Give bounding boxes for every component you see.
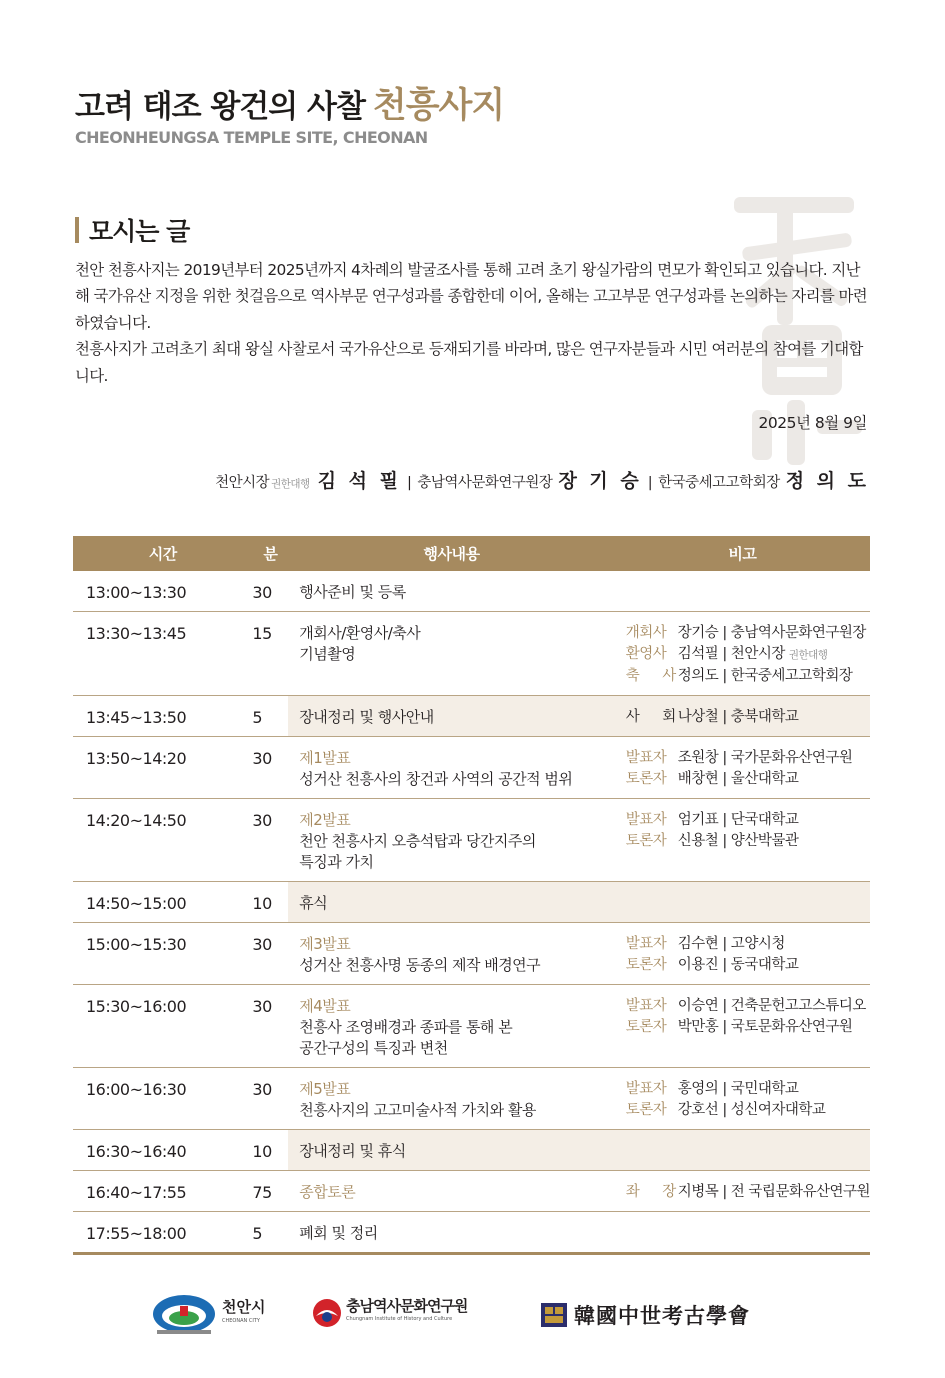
- cell-time: [73, 612, 252, 696]
- minutes-text: 30: [252, 811, 272, 830]
- footer-logos: [0, 1290, 945, 1340]
- cell-content: [288, 612, 614, 696]
- cell-content: [288, 799, 614, 882]
- host-title-small: 권한대행: [271, 478, 310, 490]
- cell-note: [615, 882, 870, 923]
- note-person: 김석필 | 천안시장: [677, 646, 785, 662]
- note-line: [626, 1079, 870, 1100]
- minutes-text: 30: [252, 583, 272, 602]
- cell-minutes: [252, 1171, 288, 1212]
- time-text: 15:30~16:00: [86, 997, 187, 1016]
- time-text: 15:00~15:30: [86, 935, 187, 954]
- cell-time: [73, 1212, 252, 1254]
- minutes-text: 75: [252, 1183, 272, 1202]
- logo2-name: 충남역사문화연구원: [346, 1297, 468, 1315]
- cell-note: [615, 696, 870, 737]
- time-text: 14:50~15:00: [86, 894, 187, 913]
- note-line: [626, 810, 870, 831]
- cell-minutes: [252, 696, 288, 737]
- note-role: 환영사: [625, 646, 667, 662]
- note-role: 축 사: [625, 668, 686, 684]
- note-role: 발표자: [625, 936, 667, 952]
- title-main: 고려 태조 왕건의 사찰: [75, 89, 365, 125]
- note-person: 지병목 | 전 국립문화유산연구원: [677, 1184, 870, 1200]
- header-note: 비고: [615, 536, 870, 571]
- cell-time: [73, 923, 252, 985]
- note-role: 사 회: [625, 709, 686, 725]
- note-role: 토론자: [625, 1019, 667, 1035]
- note-person: 이용진 | 동국대학교: [677, 957, 799, 973]
- minutes-text: 30: [252, 997, 272, 1016]
- cell-minutes: [252, 1068, 288, 1130]
- note-person: 홍영의 | 국민대학교: [677, 1081, 799, 1097]
- note-role: 토론자: [625, 771, 667, 787]
- content-line: 천흥사지의 고고미술사적 가치와 활용: [299, 1101, 536, 1119]
- note-line: [626, 996, 870, 1017]
- host-title: 천안시장: [215, 475, 270, 491]
- content-line: 공간구성의 특징과 변천: [299, 1039, 448, 1057]
- note-line: [626, 623, 870, 644]
- note-line: [626, 644, 870, 666]
- cell-note: [615, 1068, 870, 1130]
- note-role: 토론자: [625, 957, 667, 973]
- table-row: [73, 1130, 870, 1171]
- host-signatures: [215, 466, 869, 493]
- note-role: 토론자: [625, 833, 667, 849]
- minutes-text: 5: [252, 708, 263, 727]
- logo3-name: 韓國中世考古學會: [574, 1303, 750, 1328]
- content-line: 휴식: [299, 894, 328, 912]
- cell-time: [73, 737, 252, 799]
- cell-minutes: [252, 799, 288, 882]
- content-line: 천안 천흥사지 오층석탑과 당간지주의: [299, 832, 536, 850]
- note-line: [626, 1100, 870, 1121]
- table-row: [73, 696, 870, 737]
- header-minutes: 분: [252, 536, 288, 571]
- cell-content: [288, 882, 614, 923]
- minutes-text: 30: [252, 935, 272, 954]
- content-line: 특징과 가치: [299, 853, 374, 871]
- note-person: 장기승 | 충남역사문화연구원장: [677, 625, 866, 641]
- cell-content: [288, 1171, 614, 1212]
- cell-time: [73, 985, 252, 1068]
- minutes-text: 30: [252, 1080, 272, 1099]
- invitation-heading-text: 모시는 글: [89, 217, 190, 246]
- schedule-header-row: [73, 536, 870, 571]
- note-line: [626, 1017, 870, 1038]
- cell-content: [288, 923, 614, 985]
- host-title: 한국중세고고학회장: [658, 475, 780, 491]
- logo1-name: 천안시: [222, 1298, 266, 1316]
- invitation-body: [75, 257, 870, 389]
- cell-minutes: [252, 737, 288, 799]
- invitation-paragraph-1: 천안 천흥사지는 2019년부터 2025년까지 4차례의 발굴조사를 통해 고려 초기 왕실가람의 면모가 확인되고 있습니다. 지난해 국가유산 지정을 위한 첫걸음으로 역사부문 연구성과를 종합한데 이어, 올해는 고고부문 연구성과를 논의하는 자리를 마련하였습니다.: [75, 261, 868, 332]
- cell-minutes: [252, 882, 288, 923]
- content-line: 기념촬영: [299, 645, 356, 663]
- note-role: 발표자: [625, 1081, 667, 1097]
- note-person: 배창현 | 울산대학교: [677, 771, 799, 787]
- note-person: 엄기표 | 단국대학교: [677, 812, 799, 828]
- cell-content: [288, 1130, 614, 1171]
- note-line: [626, 707, 870, 728]
- invitation-date: 2025년 8월 9일: [758, 414, 867, 432]
- cell-note: [615, 1130, 870, 1171]
- time-text: 13:50~14:20: [86, 749, 187, 768]
- cell-content: [288, 985, 614, 1068]
- session-tag: 제3발표: [299, 935, 351, 953]
- cell-note: [615, 612, 870, 696]
- content-line: 행사준비 및 등록: [299, 583, 406, 601]
- note-person: 이승연 | 건축문헌고고스튜디오: [677, 998, 866, 1014]
- page-title: [75, 78, 504, 128]
- cell-note: [615, 737, 870, 799]
- society-emblem-icon: [540, 1302, 568, 1328]
- note-line: [626, 1182, 870, 1203]
- host-name: 김 석 필: [317, 470, 401, 492]
- note-role: 좌 장: [625, 1184, 686, 1200]
- note-role: 토론자: [625, 1102, 667, 1118]
- cell-minutes: [252, 985, 288, 1068]
- time-text: 13:45~13:50: [86, 708, 187, 727]
- minutes-text: 10: [252, 1142, 272, 1161]
- cell-time: [73, 1068, 252, 1130]
- note-role: 발표자: [625, 812, 667, 828]
- table-row: [73, 571, 870, 612]
- cell-time: [73, 1171, 252, 1212]
- note-line: [626, 769, 870, 790]
- content-line: 종합토론: [299, 1183, 356, 1201]
- content-line: 개회사/환영사/축사: [299, 624, 421, 642]
- schedule-table: [73, 536, 870, 1255]
- heading-bar: [75, 217, 79, 243]
- note-person: 나상철 | 충북대학교: [677, 709, 799, 725]
- page-subtitle: CHEONHEUNGSA TEMPLE SITE, CHEONAN: [75, 128, 428, 147]
- session-tag: 제4발표: [299, 997, 351, 1015]
- table-row: [73, 799, 870, 882]
- invitation-heading: [75, 212, 189, 248]
- content-line: 장내정리 및 휴식: [299, 1142, 406, 1160]
- content-line: 장내정리 및 행사안내: [299, 708, 434, 726]
- cell-content: [288, 737, 614, 799]
- note-person: 신용철 | 양산박물관: [677, 833, 799, 849]
- title-accent: 천흥사지: [372, 86, 505, 126]
- logo-chungnam-institute: [312, 1298, 467, 1328]
- content-line: 성거산 천흥사의 창건과 사역의 공간적 범위: [299, 770, 573, 788]
- cell-time: [73, 571, 252, 612]
- time-text: 16:40~17:55: [86, 1183, 187, 1202]
- time-text: 13:30~13:45: [86, 624, 187, 643]
- host-title: 충남역사문화연구원장: [417, 475, 553, 491]
- table-row: [73, 1171, 870, 1212]
- session-tag: 제1발표: [299, 749, 351, 767]
- note-role: 발표자: [625, 750, 667, 766]
- content-line: 성거산 천흥사명 동종의 제작 배경연구: [299, 956, 541, 974]
- note-role: 개회사: [625, 625, 667, 641]
- schedule-body: [73, 571, 870, 1254]
- cell-note: [615, 1171, 870, 1212]
- note-small: 권한대행: [788, 649, 828, 661]
- cell-content: [288, 571, 614, 612]
- note-person: 정의도 | 한국중세고고학회장: [677, 668, 853, 684]
- cell-content: [288, 1068, 614, 1130]
- cell-content: [288, 696, 614, 737]
- minutes-text: 30: [252, 749, 272, 768]
- logo-korean-medieval-archaeology: [540, 1300, 750, 1330]
- minutes-text: 10: [252, 894, 272, 913]
- cell-content: [288, 1212, 614, 1254]
- note-person: 김수현 | 고양시청: [677, 936, 785, 952]
- cell-note: [615, 985, 870, 1068]
- cell-minutes: [252, 612, 288, 696]
- host-name: 정 의 도: [785, 470, 869, 492]
- table-row: [73, 737, 870, 799]
- cell-minutes: [252, 923, 288, 985]
- time-text: 17:55~18:00: [86, 1224, 187, 1243]
- cheonan-emblem-icon: [152, 1292, 216, 1336]
- cell-note: [615, 1212, 870, 1254]
- time-text: 14:20~14:50: [86, 811, 187, 830]
- table-row: [73, 1212, 870, 1254]
- table-row: [73, 985, 870, 1068]
- cell-note: [615, 923, 870, 985]
- cell-time: [73, 799, 252, 882]
- cell-minutes: [252, 1212, 288, 1254]
- note-line: [626, 831, 870, 852]
- session-tag: 제5발표: [299, 1080, 351, 1098]
- note-line: [626, 748, 870, 769]
- header-time: 시간: [73, 536, 252, 571]
- cell-minutes: [252, 571, 288, 612]
- cell-minutes: [252, 1130, 288, 1171]
- header-content: 행사내용: [288, 536, 614, 571]
- minutes-text: 15: [252, 624, 272, 643]
- note-line: [626, 934, 870, 955]
- note-person: 박만홍 | 국토문화유산연구원: [677, 1019, 853, 1035]
- separator: |: [406, 475, 412, 491]
- minutes-text: 5: [252, 1224, 263, 1243]
- logo1-sub: CHEONAN CITY: [222, 1318, 260, 1324]
- chungnam-emblem-icon: [312, 1298, 342, 1328]
- logo2-sub: Chungnam Institute of History and Culture: [346, 1316, 453, 1322]
- table-row: [73, 882, 870, 923]
- time-text: 16:00~16:30: [86, 1080, 187, 1099]
- note-line: [626, 955, 870, 976]
- host-name: 장 기 승: [558, 470, 642, 492]
- cell-time: [73, 696, 252, 737]
- note-person: 강호선 | 성신여자대학교: [677, 1102, 826, 1118]
- invitation-paragraph-2: 천흥사지가 고려초기 최대 왕실 사찰로서 국가유산으로 등재되기를 바라며, 많은 연구자분들과 시민 여러분의 참여를 기대합니다.: [75, 340, 863, 385]
- time-text: 16:30~16:40: [86, 1142, 187, 1161]
- note-line: [626, 666, 870, 687]
- note-role: 발표자: [625, 998, 667, 1014]
- cell-time: [73, 1130, 252, 1171]
- content-line: 천흥사 조영배경과 종파를 통해 본: [299, 1018, 513, 1036]
- table-row: [73, 612, 870, 696]
- cell-note: [615, 571, 870, 612]
- note-person: 조원창 | 국가문화유산연구원: [677, 750, 853, 766]
- content-line: 폐회 및 정리: [299, 1224, 378, 1242]
- cell-note: [615, 799, 870, 882]
- table-row: [73, 1068, 870, 1130]
- logo-cheonan: [152, 1292, 265, 1336]
- table-row: [73, 923, 870, 985]
- time-text: 13:00~13:30: [86, 583, 187, 602]
- cell-time: [73, 882, 252, 923]
- session-tag: 제2발표: [299, 811, 351, 829]
- separator: |: [647, 475, 653, 491]
